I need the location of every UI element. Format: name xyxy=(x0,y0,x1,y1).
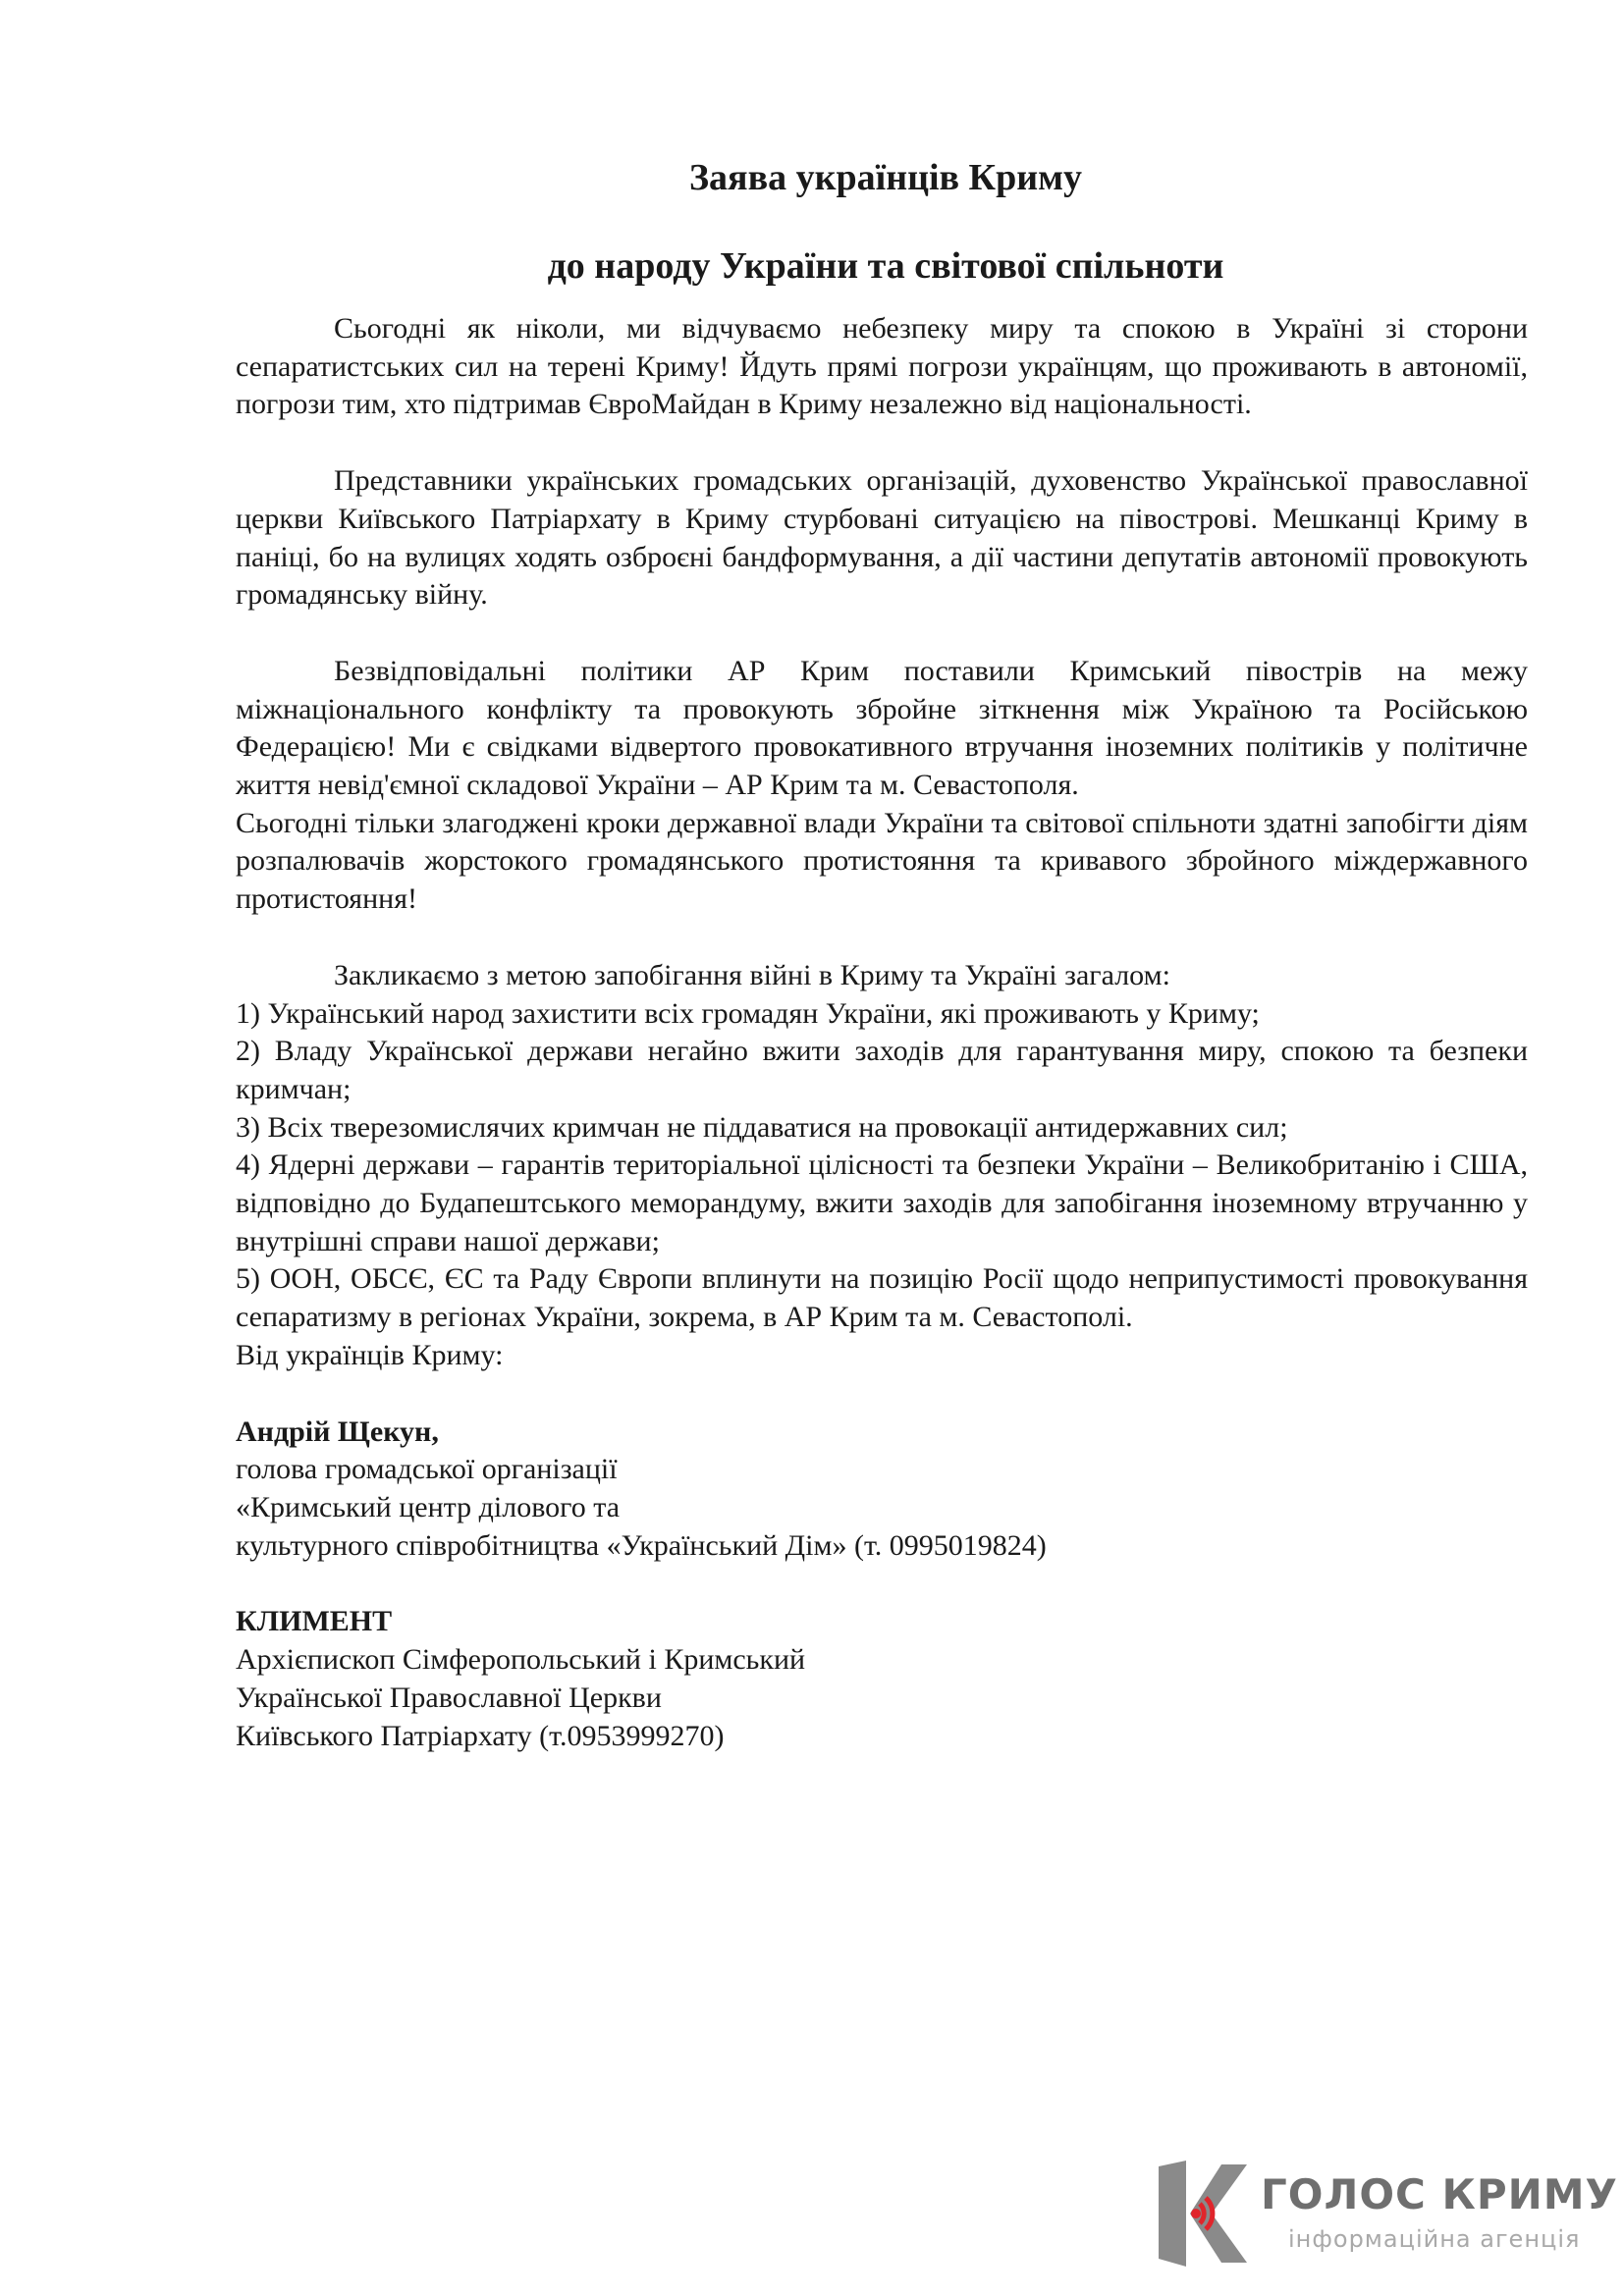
paragraph-3: Безвідповідальні політики АР Крим поставили Кримський півострів на межу міжнаціонального конфлікту та провокують збройне зіткнення між Україною та Російською Федерацією! Ми є свідками відвертого провокативного втручання іноземних політиків у політичне життя невід'ємної складової України – АР Крим та м. Севастополя. xyxy=(236,654,1528,802)
logo-name: ГОЛОС КРИМУ xyxy=(1261,2170,1618,2218)
golos-krymu-watermark xyxy=(1157,2161,1618,2269)
from-line: Від українців Криму: xyxy=(236,1338,504,1371)
paragraph-4: Сьогодні тільки злагоджені кроки державної влади України та світової спільноти здатні запобігти діям розпалювачів жорстокого громадянського протистояння та кривавого збройного міждержавного протистояння! xyxy=(236,806,1528,916)
signatory-line: Київського Патріархату (т.0953999270) xyxy=(236,1719,725,1752)
signatory-line: Архієпископ Сімферопольський і Кримський xyxy=(236,1643,806,1677)
paragraph-1: Сьогодні як ніколи, ми відчуваємо небезпеку миру та спокою в Україні зі сторони сепаратистських сил на терені Криму! Йдуть прямі погрози українцям, що проживають в автономії, погрози тим, хто підтримав ЄвроМайдан в Криму незалежно від національності. xyxy=(236,312,1528,421)
signatory-name: КЛИМЕНТ xyxy=(236,1605,393,1638)
signatory-line: голова громадської організації xyxy=(236,1453,618,1486)
logo-subtitle: інформаційна агенція xyxy=(1288,2225,1581,2253)
signatory-line: «Кримський центр ділового та xyxy=(236,1490,621,1523)
document-subtitle: до народу України та світової спільноти xyxy=(547,245,1224,287)
document-title: Заява українців Криму xyxy=(688,157,1083,198)
signatory-line: культурного співробітництва «Український Дім» (т. 0995019824) xyxy=(236,1528,1047,1562)
golos-krymu-logo-icon xyxy=(1157,2161,1247,2267)
signatory-2 xyxy=(236,1603,1528,1755)
document-page xyxy=(236,155,1528,1755)
signatory-line: Української Православної Церкви xyxy=(236,1681,662,1714)
appeal-item-3: 3) Всіх тверезомислячих кримчан не піддаватися на провокації антидержавних сил; xyxy=(236,1110,1288,1144)
appeal-intro: Закликаємо з метою запобігання війні в Криму та Україні загалом: xyxy=(334,958,1170,991)
appeal-item-5: 5) ООН, ОБСЄ, ЄС та Раду Європи вплинути на позицію Росії щодо неприпустимості провокування сепаратизму в регіонах України, зокрема, в АР Крим та м. Севастополі. xyxy=(236,1262,1528,1334)
appeal-item-2: 2) Владу Української держави негайно вжити заходів для гарантування миру, спокою та безпеки кримчан; xyxy=(236,1035,1528,1105)
signatory-name: Андрій Щекун, xyxy=(236,1415,439,1448)
appeal-item-1: 1) Український народ захистити всіх громадян України, які проживають у Криму; xyxy=(236,996,1260,1030)
paragraph-2: Представники українських громадських організацій, духовенство Української православної церкви Київського Патріархату в Криму стурбовані ситуацією на півострові. Мешканці Криму в паніці, бо на вулицях ходять озброєні бандформування, а дії частини депутатів автономії провокують громадянську війну. xyxy=(236,464,1528,612)
signatory-1 xyxy=(236,1414,1528,1566)
appeal-item-4: 4) Ядерні держави – гарантів територіальної цілісності та безпеки України – Великобританію і США, відповідно до Будапештського меморандуму, вжити заходів для запобігання іноземному втручанню у внутрішні справи нашої держави; xyxy=(236,1148,1528,1257)
